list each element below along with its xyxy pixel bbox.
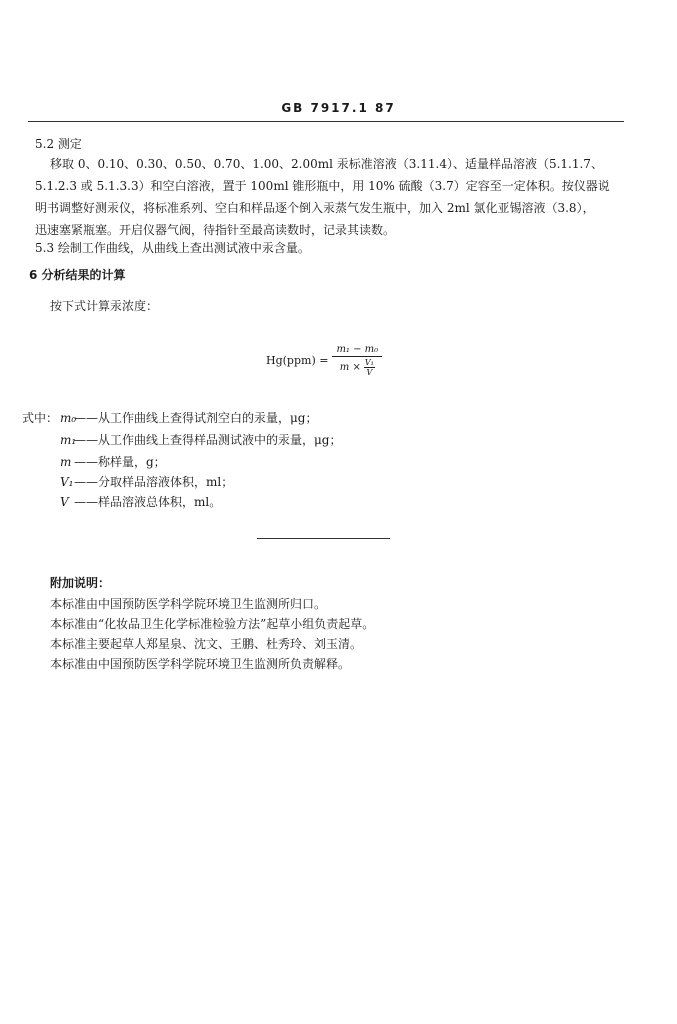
def-symbol-v1: V₁	[60, 475, 74, 489]
def-text-m0: ——从工作曲线上查得试剂空白的汞量，μg；	[74, 411, 318, 425]
where-label: 式中：	[22, 411, 59, 425]
formula-numerator: m₁ − m₀	[332, 344, 382, 357]
section-5-2-line-4: 迅速塞紧瓶塞。开启仪器气阀，待指针至最高读数时，记录其读数。	[35, 223, 396, 237]
formula-fraction	[332, 344, 382, 377]
def-symbol-v: V	[60, 495, 69, 509]
divider-rule	[257, 538, 390, 539]
def-symbol-m1: m₁	[60, 433, 77, 447]
def-text-v1: ——分取样品溶液体积，ml；	[74, 475, 234, 489]
page-header: GB 7917.1 87	[281, 101, 396, 115]
section-5-2-line-1: 移取 0、0.10、0.30、0.50、0.70、1.00、2.00ml 汞标准溶液（3.11.4）、适量样品溶液（5.1.1.7、	[50, 157, 603, 171]
def-text-v: ——样品溶液总体积，ml。	[74, 495, 222, 509]
section-5-3: 5.3 绘制工作曲线，从曲线上查出测试液中汞含量。	[35, 241, 310, 255]
def-symbol-m0: m₀	[60, 411, 77, 425]
formula-sub-denominator: V	[366, 367, 373, 377]
section-5-2-line-2: 5.1.2.3 或 5.1.3.3）和空白溶液，置于 100ml 锥形瓶中，用 10% 硫酸（3.7）定容至一定体积。按仪器说	[35, 179, 610, 193]
section-6-intro: 按下式计算汞浓度：	[50, 299, 159, 313]
def-symbol-m: m	[60, 455, 72, 469]
header-rule	[28, 121, 624, 122]
formula	[266, 338, 382, 382]
section-6-heading: 6 分析结果的计算	[29, 268, 126, 282]
formula-denominator-m: m ×	[339, 361, 361, 373]
appendix-line-3: 本标准主要起草人郑星泉、沈文、王鹏、杜秀玲、刘玉清。	[50, 637, 363, 651]
section-5-2-line-3: 明书调整好测汞仪，将标准系列、空白和样品逐个倒入汞蒸气发生瓶中，加入 2ml 氯化亚锡溶液（3.8），	[35, 201, 595, 215]
formula-denominator	[340, 357, 375, 377]
formula-lhs: Hg(ppm) =	[266, 353, 329, 367]
appendix-line-1: 本标准由中国预防医学科学院环境卫生监测所归口。	[50, 597, 327, 611]
appendix-heading: 附加说明：	[50, 576, 111, 590]
section-5-2-heading: 5.2 测定	[35, 137, 82, 151]
def-text-m: ——称样量，g；	[74, 455, 166, 469]
formula-subfraction	[364, 358, 375, 377]
formula-sub-numerator: V₁	[364, 357, 374, 367]
def-text-m1: ——从工作曲线上查得样品测试液中的汞量，μg；	[74, 433, 342, 447]
appendix-line-4: 本标准由中国预防医学科学院环境卫生监测所负责解释。	[50, 657, 351, 671]
appendix-line-2: 本标准由“化妆品卫生化学标准检验方法”起草小组负责起草。	[50, 617, 375, 631]
